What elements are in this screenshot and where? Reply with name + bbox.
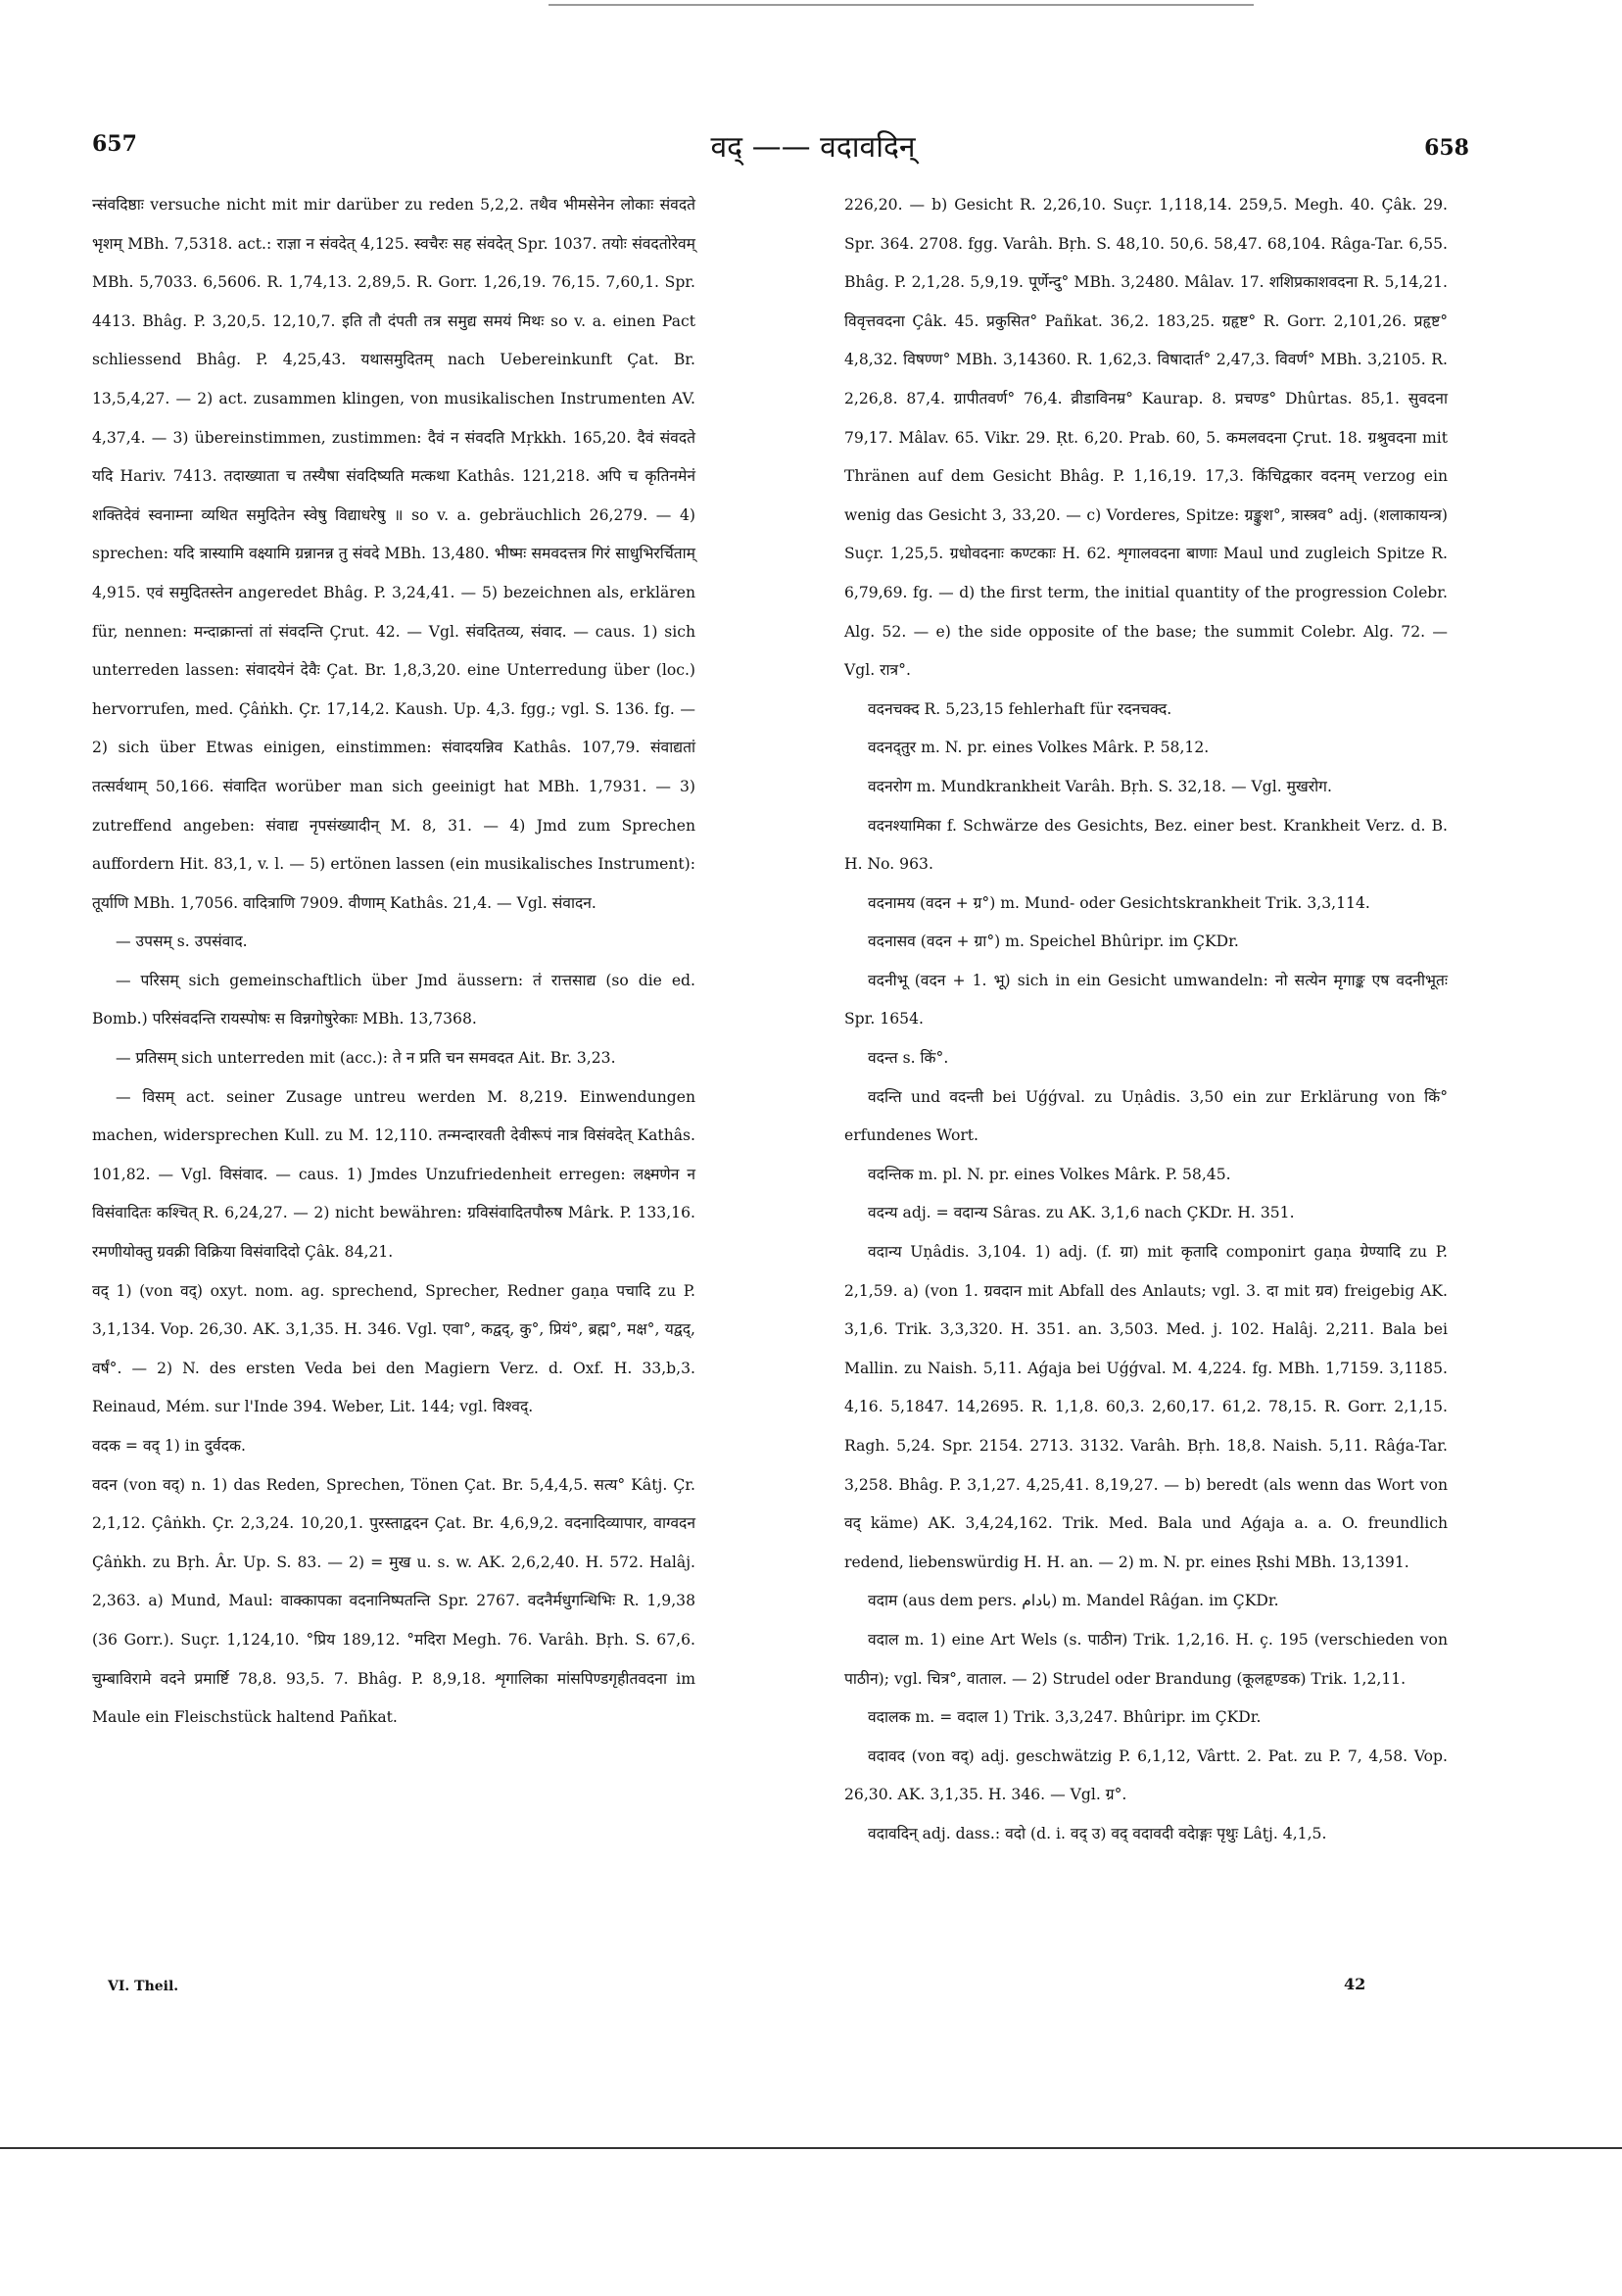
left-column <box>92 186 695 1738</box>
dictionary-entry: न्संवदिष्ठाः versuche nicht mit mir darüber zu reden 5,2,2. तथैव भीमसेनेन लोकाः संवदते भृशम् MBh. 7,5318. act.: राज्ञा न संवदेत् 4,125. स्वचैरः सह संवदेत् Spr. 1037. तयोः संवदतोरेवम् MBh. 5,7033. 6,5606. R. 1,74,13. 2,89,5. R. Gorr. 1,26,19. 76,15. 7,60,1. Spr. 4413. Bhâg. P. 3,20,5. 12,10,7. इति तौ दंपती तत्र समुद्य समयं मिथः so v. a. einen Pact schliessend Bhâg. P. 4,25,43. यथासमुदितम् nach Uebereinkunft Çat. Br. 13,5,4,27. — 2) act. zusammen klingen, von musikalischen Instrumenten AV. 4,37,4. — 3) übereinstimmen, zustimmen: दैवं न संवदति Mṛkkh. 165,20. दैवं संवदते यदि Hariv. 7413. तदाख्याता च तस्यैषा संवदिष्यति मत्कथा Kathâs. 121,218. अपि च कृतिनमेनं शक्तिदेवं स्वनाम्ना व्यथित समुदितेन स्वेषु विद्याधरेषु ॥ so v. a. gebräuchlich 26,279. — 4) sprechen: यदि त्रास्यामि वक्ष्यामि ग्रन्नानन्न तु संवदे MBh. 13,480. भीष्मः समवदत्तत्र गिरं साधुभिरर्चिताम् 4,915. एवं समुदितस्तेन angeredet Bhâg. P. 3,24,41. — 5) bezeichnen als, erklären für, nennen: मन्दाक्रान्तां तां संवदन्ति Çrut. 42. — Vgl. संवदितव्य, संवाद. — caus. 1) sich unterreden lassen: संवादयेनं देवैः Çat. Br. 1,8,3,20. eine Unterredung über (loc.) hervorrufen, med. Çâṅkh. Çr. 17,14,2. Kaush. Up. 4,3. fgg.; vgl. S. 136. fg. — 2) sich über Etwas einigen, einstimmen: संवादयन्निव Kathâs. 107,79. संवाद्यतां तत्सर्वथाम् 50,166. संवादित worüber man sich geeinigt hat MBh. 1,7931. — 3) zutreffend angeben: संवाद्य नृपसंख्यादीन् M. 8, 31. — 4) Jmd zum Sprechen auffordern Hit. 83,1, v. l. — 5) ertönen lassen (ein musikalisches Instrument): तूर्याणि MBh. 1,7056. वादित्राणि 7909. वीणाम् Kathâs. 21,4. — Vgl. संवादन. <box>92 196 695 912</box>
page-header <box>0 125 1622 174</box>
dictionary-entry: वदावदिन् adj. dass.: वदो (d. i. वद् उ) वद् वदावदी वदेाङ्गः पृथुः Lâṭj. 4,1,5. <box>868 1824 1327 1842</box>
dictionary-entry: वदावद (von वद्) adj. geschwätzig P. 6,1,12, Vârtt. 2. Pat. zu P. 7, 4,58. Vop. 26,30. AK. 3,1,35. H. 346. — Vgl. ग्र°. <box>844 1746 1448 1804</box>
scan-edge-top <box>549 4 1254 6</box>
running-head: वद् —— वदावदिन् <box>710 130 916 165</box>
dictionary-entry: वदन्य adj. = वदान्य Sâras. zu AK. 3,1,6 nach ÇKDr. H. 351. <box>868 1204 1295 1222</box>
dictionary-entry: — उपसम् s. उपसंवाद. <box>116 933 248 951</box>
dictionary-entry: वदाम (aus dem pers. بادام) m. Mandel Râǵan. im ÇKDr. <box>868 1592 1279 1610</box>
dictionary-entry: वदनीभू (वदन + 1. भू) sich in ein Gesicht umwandeln: नो सत्येन मृगाङ्क एष वदनीभूतः Spr. 1654. <box>844 971 1448 1028</box>
scan-edge-bottom <box>0 2147 1622 2149</box>
dictionary-entry: — प्रतिसम् sich unterreden mit (acc.): ते न प्रति चन समवदत Ait. Br. 3,23. <box>116 1049 616 1068</box>
dictionary-entry: वदन्त s. किं°. <box>868 1049 949 1068</box>
dictionary-entry: — विसम् act. seiner Zusage untreu werden M. 8,219. Einwendungen machen, widersprechen Kull. zu M. 12,110. तन्मन्दारवती देवीरूपं नात्र विसंवदेत् Kathâs. 101,82. — Vgl. विसंवाद. — caus. 1) Jmdes Unzufriedenheit erregen: लक्ष्मणेन न विसंवादितः कश्चित् R. 6,24,27. — 2) nicht bewähren: ग्रविसंवादितपौरुष Mârk. P. 133,16. रमणीयोक्तु ग्रवक्री विक्रिया विसंवादिदो Çâk. 84,21. <box>92 1087 695 1262</box>
page-number-left: 657 <box>92 131 137 157</box>
dictionary-entry: — परिसम् sich gemeinschaftlich über Jmd äussern: तं रात्तसाद्य (so die ed. Bomb.) परिसंवदन्ति रायस्पोषः स विन्नगोषुरेकाः MBh. 13,7368. <box>92 971 695 1028</box>
dictionary-entry: वदन्ति und वदन्ती bei Uǵǵval. zu Uṇâdis. 3,50 ein zur Erklärung von किं° erfundenes Wort. <box>844 1087 1448 1145</box>
signature-number: 42 <box>1344 1975 1366 1993</box>
dictionary-entry: वदनामय (वदन + ग्र°) m. Mund- oder Gesichtskrankheit Trik. 3,3,114. <box>868 893 1370 912</box>
dictionary-entry: वदक = वद् 1) in दुर्वदक. <box>92 1437 246 1455</box>
dictionary-entry: वदाल m. 1) eine Art Wels (s. पाठीन) Trik. 1,2,16. H. ç. 195 (verschieden von पाठीन); vgl. चित्र°, वाताल. — 2) Strudel oder Brandung (कूलहृण्डक) Trik. 1,2,11. <box>844 1630 1448 1688</box>
dictionary-entry: 226,20. — b) Gesicht R. 2,26,10. Suçr. 1,118,14. 259,5. Megh. 40. Çâk. 29. Spr. 364. 2708. fgg. Varâh. Bṛh. S. 48,10. 50,6. 58,47. 68,104. Râga-Tar. 6,55. Bhâg. P. 2,1,28. 5,9,19. पूर्णेन्दु° MBh. 3,2480. Mâlav. 17. शशिप्रकाशवदना R. 5,14,21. विवृत्तवदना Çâk. 45. प्रकुसित° Pañkat. 36,2. 183,25. ग्रहृष्ट° R. Gorr. 2,101,26. प्रहृष्ट° 4,8,32. विषण्ण° MBh. 3,14360. R. 1,62,3. विषादार्त° 2,47,3. विवर्ण° MBh. 3,2105. R. 2,26,8. 87,4. ग्रापीतवर्ण° 76,4. व्रीडाविनम्र° Kaurap. 8. प्रचण्ड° Dhûrtas. 85,1. सुवदना 79,17. Mâlav. 65. Vikr. 29. Ṛt. 6,20. Prab. 60, 5. कमलवदना Çrut. 18. ग्रश्रुवदना mit Thränen auf dem Gesicht Bhâg. P. 1,16,19. 17,3. किंचिद्वकार वदनम् verzog ein wenig das Gesicht 3, 33,20. — c) Vorderes, Spitze: ग्रङ्कुश°, त्रास्त्रव° adj. (शलाकायन्त्र) Suçr. 1,25,5. ग्रधोवदनाः कण्टकाः H. 62. शृगालवदना बाणाः Maul und zugleich Spitze R. 6,79,69. fg. — d) the first term, the initial quantity of the progression Colebr. Alg. 52. — e) the side opposite of the base; the summit Colebr. Alg. 72. — Vgl. रात्र°. <box>844 196 1448 680</box>
dictionary-entry: वदान्य Uṇâdis. 3,104. 1) adj. (f. ग्रा) mit कृतादि componirt gaṇa ग्रेण्यादि zu P. 2,1,59. a) (von 1. ग्रवदान mit Abfall des Anlauts; vgl. 3. दा mit ग्रव) freigebig AK. 3,1,6. Trik. 3,3,320. H. 351. an. 3,503. Med. j. 102. Halâj. 2,211. Bala bei Mallin. zu Naish. 5,11. Aǵaja bei Uǵǵval. M. 4,224. fg. MBh. 1,7159. 3,1185. 4,16. 5,1847. 14,2695. R. 1,1,8. 60,3. 2,60,17. 61,2. 78,15. R. Gorr. 2,1,15. Ragh. 5,24. Spr. 2154. 2713. 3132. Varâh. Bṛh. 18,8. Naish. 5,11. Râǵa-Tar. 3,258. Bhâg. P. 3,1,27. 4,25,41. 8,19,27. — b) beredt (als wenn das Wort von वद् käme) AK. 3,4,24,162. Trik. Med. Bala und Aǵaja a. a. O. freundlich redend, liebenswürdig H. H. an. — 2) m. N. pr. eines Ṛshi MBh. 13,1391. <box>844 1243 1448 1571</box>
dictionary-entry: वद् 1) (von वद्) oxyt. nom. ag. sprechend, Sprecher, Redner gaṇa पचादि zu P. 3,1,134. Vop. 26,30. AK. 3,1,35. H. 346. Vgl. एवा°, कद्वद्, कु°, प्रियं°, ब्रह्म°, मक्ष°, यद्वद्, वर्षं°. — 2) N. des ersten Veda bei den Magiern Verz. d. Oxf. H. 33,b,3. Reinaud, Mém. sur l'Inde 394. Weber, Lit. 144; vgl. विश्वद्. <box>92 1281 695 1416</box>
volume-note: VI. Theil. <box>108 1979 179 1994</box>
dictionary-entry: वदनद्तुर m. N. pr. eines Volkes Mârk. P. 58,12. <box>868 739 1210 757</box>
dictionary-entry: वदालक m. = वदाल 1) Trik. 3,3,247. Bhûripr. im ÇKDr. <box>868 1708 1262 1727</box>
dictionary-entry: वदनचक्द R. 5,23,15 fehlerhaft für रदनचक्द. <box>868 699 1172 718</box>
dictionary-entry: वदनश्यामिका f. Schwärze des Gesichts, Bez. einer best. Krankheit Verz. d. B. H. No. 963. <box>844 816 1448 874</box>
dictionary-entry: वदनासव (वदन + ग्रा°) m. Speichel Bhûripr. im ÇKDr. <box>868 933 1239 951</box>
dictionary-entry: वदन्तिक m. pl. N. pr. eines Volkes Mârk. P. 58,45. <box>868 1165 1231 1183</box>
right-column <box>844 186 1448 1854</box>
dictionary-entry: वदन (von वद्) n. 1) das Reden, Sprechen, Tönen Çat. Br. 5,4,4,5. सत्य° Kâtj. Çr. 2,1,12. Çâṅkh. Çr. 2,3,24. 10,20,1. पुरस्ताद्वदन Çat. Br. 4,6,9,2. वदनादिव्यापार, वाग्वदन Çâṅkh. zu Bṛh. Âr. Up. S. 83. — 2) = मुख u. s. w. AK. 2,6,2,40. H. 572. Halâj. 2,363. a) Mund, Maul: वाक्कापका वदनानिष्पतन्ति Spr. 2767. वदनैर्मधुगन्धिभिः R. 1,9,38 (36 Gorr.). Suçr. 1,124,10. °प्रिय 189,12. °मदिरा Megh. 76. Varâh. Bṛh. S. 67,6. चुम्बाविरामे वदने प्रमार्ष्टि 78,8. 93,5. 7. Bhâg. P. 8,9,18. शृगालिका मांसपिण्डगृहीतवदना im Maule ein Fleischstück haltend Pañkat. <box>92 1475 695 1727</box>
page-number-right: 658 <box>1424 135 1469 161</box>
dictionary-entry: वदनरोग m. Mundkrankheit Varâh. Bṛh. S. 32,18. — Vgl. मुखरोग. <box>868 777 1332 795</box>
